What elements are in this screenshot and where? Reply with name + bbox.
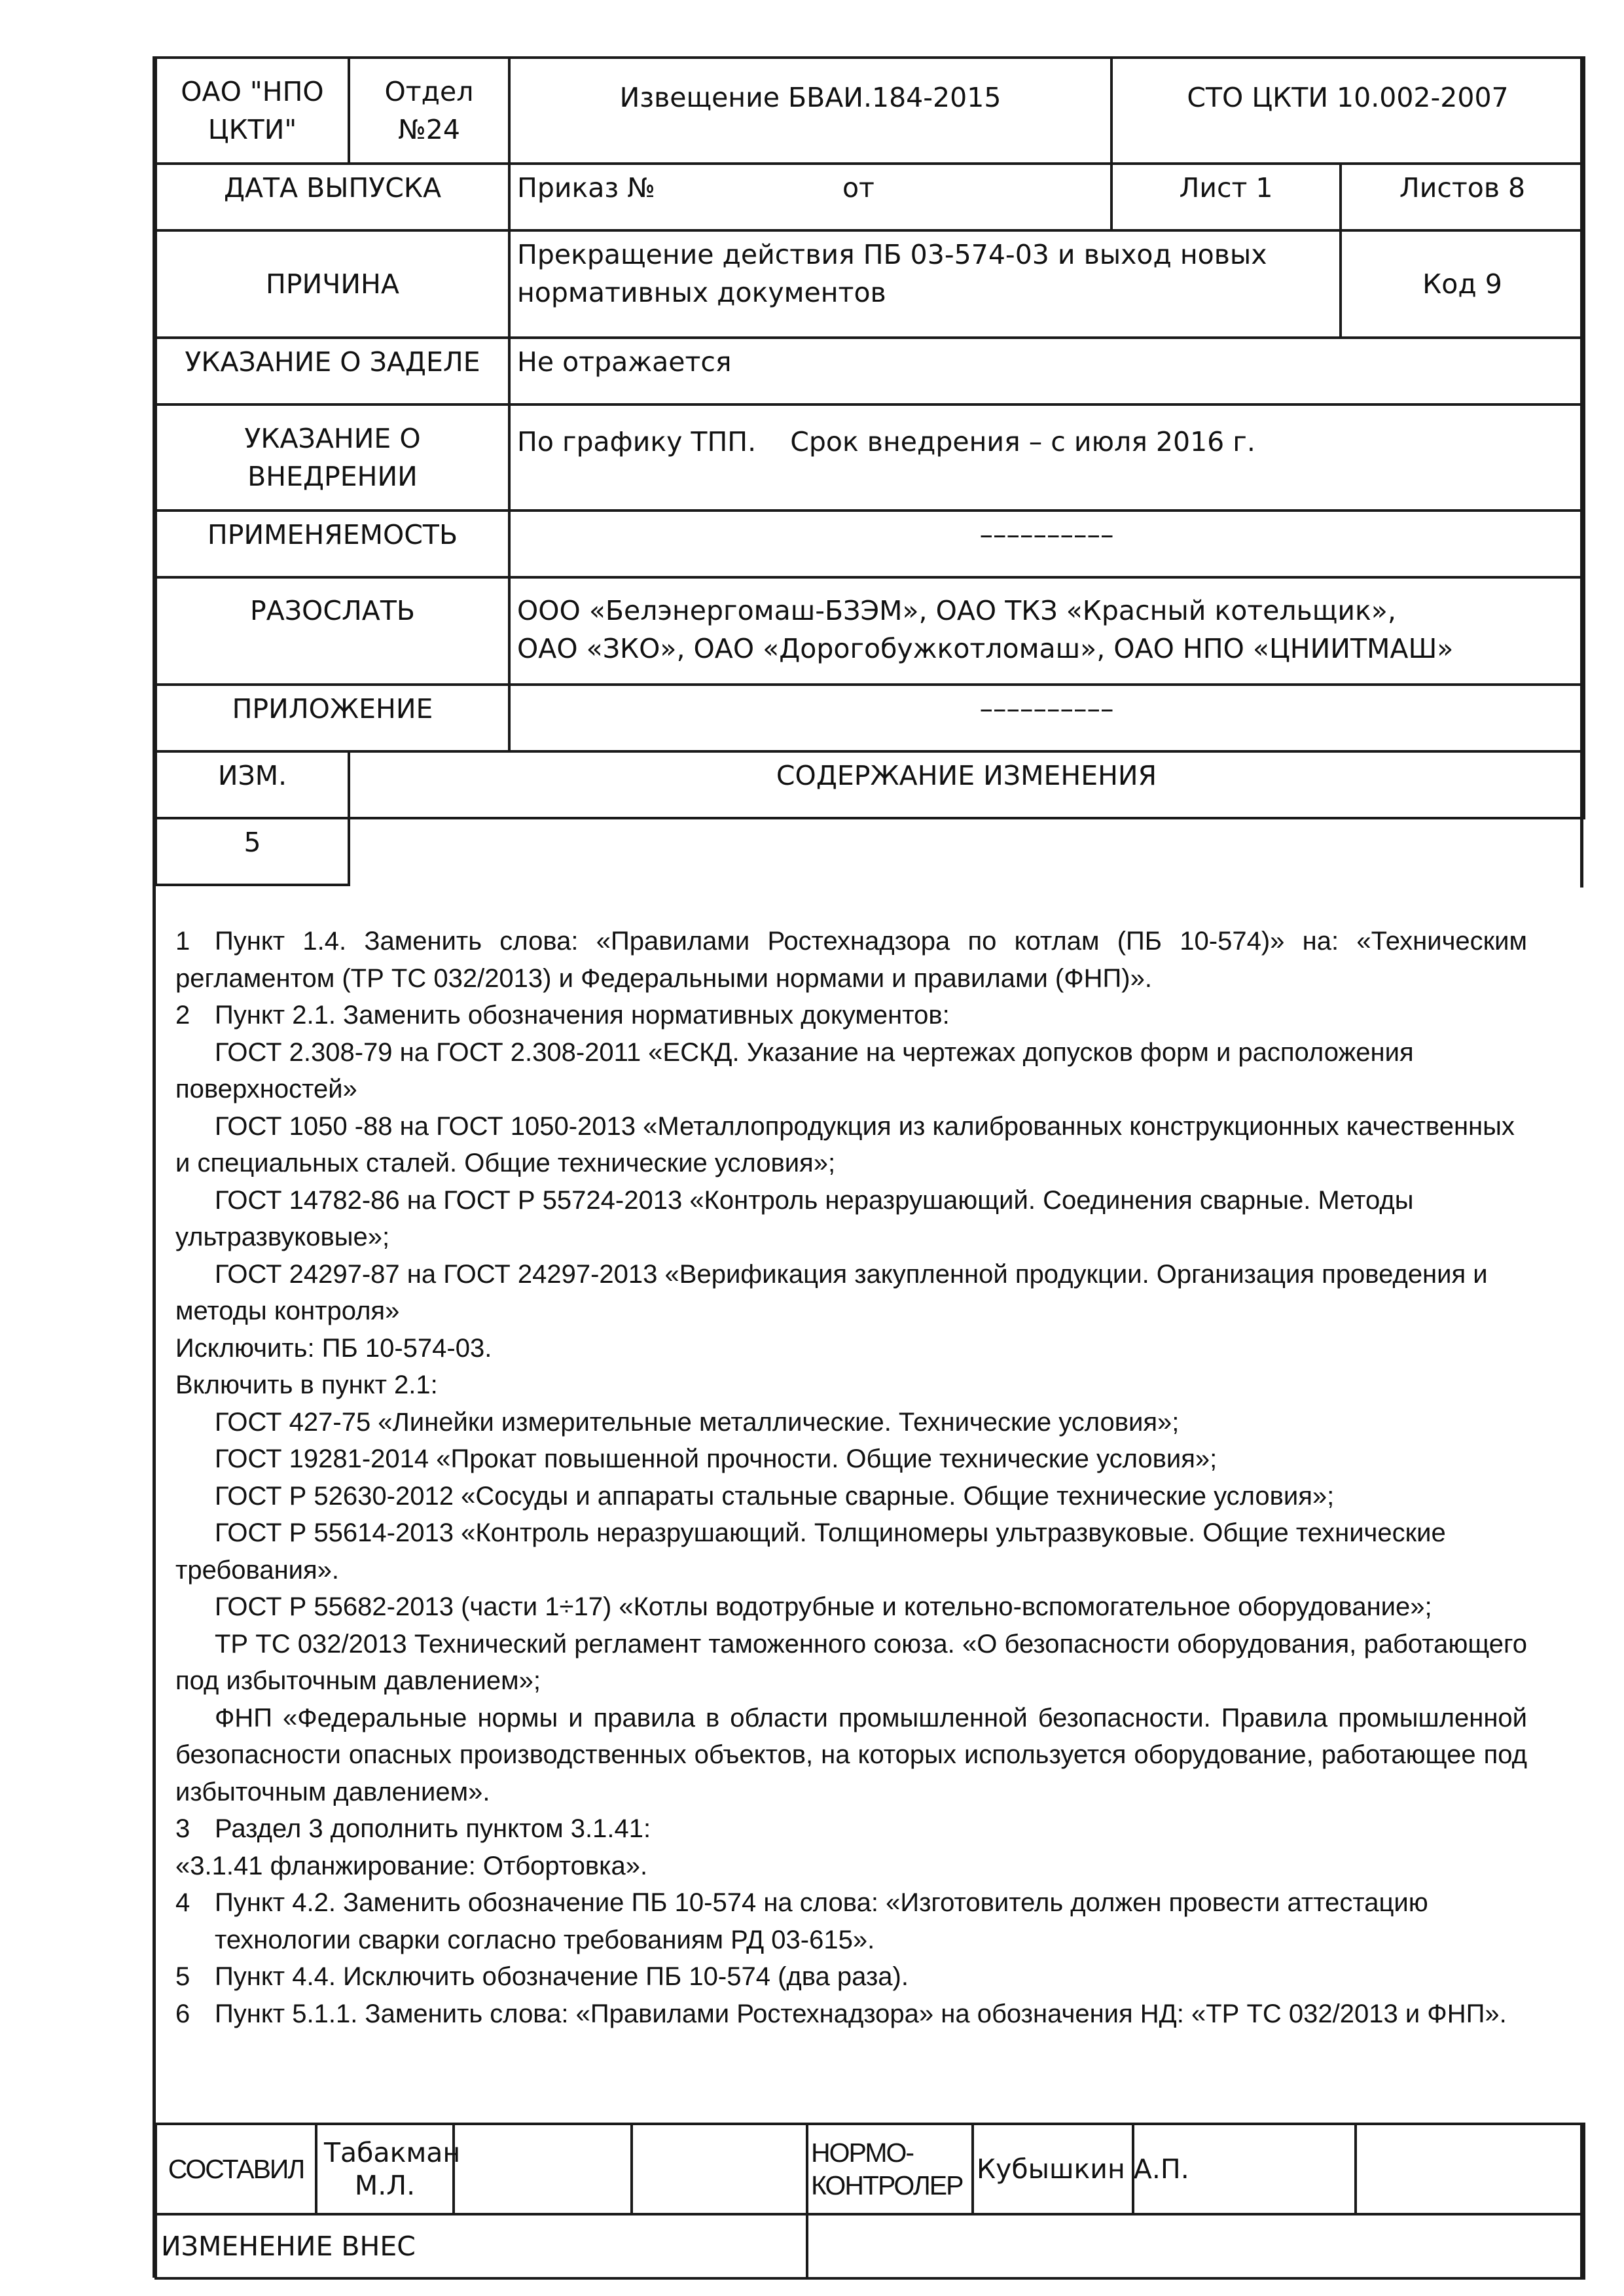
appendix-label: ПРИЛОЖЕНИЕ bbox=[156, 685, 509, 751]
item-2 bbox=[175, 997, 1527, 1034]
compiled-name: Табакман М.Л. bbox=[316, 2124, 454, 2214]
gost-include-1: ГОСТ 427-75 «Линейки измерительные металлические. Технические условия»; bbox=[215, 1407, 1180, 1437]
header-row-release bbox=[156, 164, 1584, 230]
changed-by-label: ИЗМЕНЕНИЕ ВНЕС bbox=[156, 2214, 807, 2278]
send-value bbox=[509, 577, 1584, 685]
header-row-change-title bbox=[156, 751, 1584, 818]
compiled-date-cell bbox=[632, 2124, 807, 2214]
change-content-cell bbox=[349, 818, 1584, 885]
gost-include-3: ГОСТ Р 52630-2012 «Сосуды и аппараты стальные сварные. Общие технические условия»; bbox=[215, 1481, 1335, 1511]
send-value-line-1: ООО «Белэнергомаш-БЗЭМ», ОАО ТКЗ «Красный котельщик», bbox=[517, 595, 1396, 626]
dept-cell: Отдел №24 bbox=[349, 58, 509, 164]
item-3 bbox=[175, 1810, 1527, 1848]
sheets-total-cell: Листов 8 bbox=[1341, 164, 1584, 230]
signature-row-compiled bbox=[156, 2124, 1584, 2214]
gost-replace-4: ГОСТ 24297-87 на ГОСТ 24297-2013 «Верификация закупленной продукции. Организация проведения и методы контроля» bbox=[175, 1259, 1488, 1325]
header-row-title bbox=[156, 58, 1584, 164]
header-row-implementation bbox=[156, 404, 1584, 511]
item-4-text: Пункт 4.2. Заменить обозначение ПБ 10-574 на слова: «Изготовитель должен провести аттестацию технологии сварки согласно требованиям РД 03-615». bbox=[215, 1888, 1428, 1954]
gost-include-2: ГОСТ 19281-2014 «Прокат повышенной прочности. Общие технические условия»; bbox=[215, 1444, 1218, 1473]
applicability-label: ПРИМЕНЯЕМОСТЬ bbox=[156, 511, 509, 577]
order-label: Приказ № bbox=[517, 172, 655, 204]
gost-include-5: ГОСТ Р 55682-2013 (части 1÷17) «Котлы водотрубные и котельно-вспомогательное оборудование»; bbox=[215, 1592, 1432, 1621]
item-3-number: 3 bbox=[175, 1814, 190, 1843]
applicability-value: –––––––––– bbox=[509, 511, 1584, 577]
changed-by-value-cell bbox=[807, 2214, 1584, 2278]
send-label: РАЗОСЛАТЬ bbox=[156, 577, 509, 685]
implementation-value: По графику ТПП. Срок внедрения – с июля 2016 г. bbox=[509, 404, 1584, 511]
item-4 bbox=[175, 1884, 1527, 1958]
gost-replace-1: ГОСТ 2.308-79 на ГОСТ 2.308-2011 «ЕСКД. Указание на чертежах допусков форм и расположения поверхностей» bbox=[175, 1037, 1414, 1103]
code-cell: Код 9 bbox=[1341, 230, 1584, 338]
fnp-include: ФНП «Федеральные нормы и правила в области промышленной безопасности. Правила промышленной безопасности опасных производственных объектов, на которых используется оборудование, работающее под избыточным давлением». bbox=[175, 1703, 1527, 1806]
change-label: ИЗМ. bbox=[156, 751, 349, 818]
exclude-line: Исключить: ПБ 10-574-03. bbox=[175, 1333, 492, 1363]
item-1-number: 1 bbox=[175, 927, 190, 956]
change-number: 5 bbox=[156, 818, 349, 885]
item-3-text: Раздел 3 дополнить пунктом 3.1.41: bbox=[215, 1814, 651, 1843]
header-row-backlog bbox=[156, 338, 1584, 404]
signature-table bbox=[154, 2123, 1585, 2280]
order-from: от bbox=[842, 172, 875, 204]
item-2-number: 2 bbox=[175, 1001, 190, 1030]
item-6-text: Пункт 5.1.1. Заменить слова: «Правилами Ростехнадзора» на обозначения НД: «ТР ТС 032/2013 и ФНП». bbox=[215, 1999, 1507, 2028]
item-5-text: Пункт 4.4. Исключить обозначение ПБ 10-574 (два раза). bbox=[215, 1962, 909, 1991]
compiled-signature-cell bbox=[454, 2124, 632, 2214]
item-3-definition: «3.1.41 фланжирование: Отбортовка». bbox=[175, 1851, 648, 1880]
item-1-text: Пункт 1.4. Заменить слова: «Правилами Ростехнадзора по котлам (ПБ 10-574)» на: «Техническим регламентом (ТР ТС 032/2013) и Федеральными нормами и правилами (ФНП)». bbox=[175, 927, 1527, 993]
send-value-line-2: ОАО «ЗКО», ОАО «Дорогобужкотломаш», ОАО НПО «ЦНИИТМАШ» bbox=[517, 633, 1454, 664]
item-2-text: Пункт 2.1. Заменить обозначения нормативных документов: bbox=[215, 1001, 950, 1030]
reason-label: ПРИЧИНА bbox=[156, 230, 509, 338]
header-row-send bbox=[156, 577, 1584, 685]
item-4-number: 4 bbox=[175, 1888, 190, 1917]
backlog-label: УКАЗАНИЕ О ЗАДЕЛЕ bbox=[156, 338, 509, 404]
header-row-change-number bbox=[156, 818, 1584, 885]
notice-header-table bbox=[154, 56, 1585, 886]
gost-include-4: ГОСТ Р 55614-2013 «Контроль неразрушающий. Толщиномеры ультразвуковые. Общие технические требования». bbox=[175, 1518, 1446, 1585]
gost-replace-2: ГОСТ 1050 -88 на ГОСТ 1050-2013 «Металлопродукция из калиброванных конструкционных качественных и специальных сталей. Общие технические условия»; bbox=[175, 1111, 1515, 1177]
change-content bbox=[175, 923, 1527, 2032]
item-6 bbox=[175, 1996, 1527, 2033]
content-label: СОДЕРЖАНИЕ ИЗМЕНЕНИЯ bbox=[349, 751, 1584, 818]
notice-cell: Извещение БВАИ.184-2015 bbox=[509, 58, 1111, 164]
reason-value: Прекращение действия ПБ 03-574-03 и выход новых нормативных документов bbox=[509, 230, 1341, 338]
sheet-cell: Лист 1 bbox=[1111, 164, 1341, 230]
order-cell bbox=[509, 164, 1111, 230]
include-line: Включить в пункт 2.1: bbox=[175, 1371, 438, 1399]
normcontrol-date-cell bbox=[1356, 2124, 1584, 2214]
header-row-reason bbox=[156, 230, 1584, 338]
header-row-appendix bbox=[156, 685, 1584, 751]
normcontrol-name: Кубышкин А.П. bbox=[973, 2124, 1133, 2214]
implementation-label: УКАЗАНИЕ О ВНЕДРЕНИИ bbox=[156, 404, 509, 511]
tr-ts-include: ТР ТС 032/2013 Технический регламент таможенного союза. «О безопасности оборудования, работающего под избыточным давлением»; bbox=[175, 1629, 1527, 1695]
item-5-number: 5 bbox=[175, 1962, 190, 1991]
item-6-number: 6 bbox=[175, 1999, 190, 2028]
standard-cell: СТО ЦКТИ 10.002-2007 bbox=[1111, 58, 1584, 164]
normcontrol-label: НОРМО-КОНТРОЛЕР bbox=[807, 2124, 973, 2214]
backlog-value: Не отражается bbox=[509, 338, 1584, 404]
signature-row-changed-by bbox=[156, 2214, 1584, 2278]
org-cell: ОАО "НПО ЦКТИ" bbox=[156, 58, 349, 164]
appendix-value: –––––––––– bbox=[509, 685, 1584, 751]
header-row-applicability bbox=[156, 511, 1584, 577]
item-5 bbox=[175, 1958, 1527, 1996]
release-date-label: ДАТА ВЫПУСКА bbox=[156, 164, 509, 230]
item-1 bbox=[175, 923, 1527, 997]
gost-replace-3: ГОСТ 14782-86 на ГОСТ Р 55724-2013 «Контроль неразрушающий. Соединения сварные. Методы ультразвуковые»; bbox=[175, 1185, 1414, 1251]
compiled-label: СОСТАВИЛ bbox=[156, 2124, 316, 2214]
